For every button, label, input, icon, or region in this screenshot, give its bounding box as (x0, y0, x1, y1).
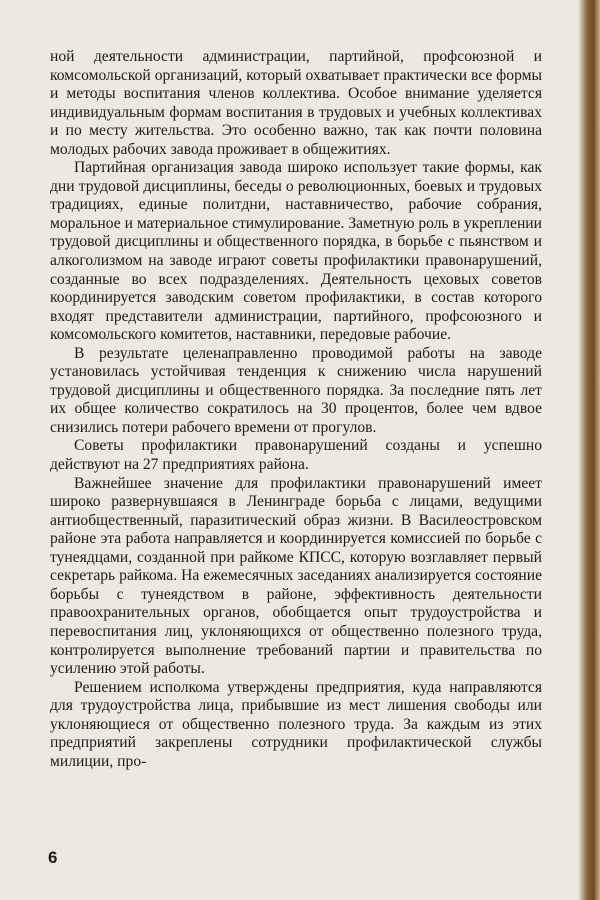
paragraph: Важнейшее значение для профилактики правонарушений имеет широко развернувшаяся в Ленинграде борьба с лицами, ведущими антиобщественный, паразитический образ жизни. В Василеостровском районе эта работа направляется и координируется комиссией по борьбе с тунеядцами, созданной при райкоме КПСС, которую возглавляет первый секретарь райкома. На ежемесячных заседаниях анализируется состояние борьбы с тунеядством в районе, эффективность деятельности правоохранительных органов, обобщается опыт трудоустройства и перевоспитания лиц, уклоняющихся от общественно полезного труда, контролируется выполнение требований партии и правительства по усилению этой работы. (50, 474, 542, 678)
paragraph: В результате целенаправленно проводимой работы на заводе установилась устойчивая тенденция к снижению числа нарушений трудовой дисциплины и общественного порядка. За последние пять лет их общее количество сократилось на 30 процентов, более чем вдвое снизились потери рабочего времени от прогулов. (50, 344, 542, 436)
body-text (50, 48, 542, 771)
paragraph: ной деятельности администрации, партийной, профсоюзной и комсомольской организаций, который охватывает практически все формы и методы воспитания членов коллектива. Особое внимание уделяется индивидуальным формам воспитания в трудовых и учебных коллективах и по месту жительства. Это особенно важно, так как почти половина молодых рабочих завода проживает в общежитиях. (50, 48, 542, 158)
book-spine-edge (578, 0, 600, 900)
paragraph: Решением исполкома утверждены предприятия, куда направляются для трудоустройства лица, прибывшие из мест лишения свободы или уклоняющиеся от общественно полезного труда. За каждым из этих предприятий закреплены сотрудники профилактической службы милиции, про- (50, 678, 542, 770)
page-number: 6 (48, 848, 58, 867)
paragraph: Партийная организация завода широко использует такие формы, как дни трудовой дисциплины, беседы о революционных, боевых и трудовых традициях, единые политдни, наставничество, рабочие собрания, моральное и материальное стимулирование. Заметную роль в укреплении трудовой дисциплины и общественного порядка, в борьбе с пьянством и алкоголизмом на заводе играют советы профилактики правонарушений, созданные во всех подразделениях. Деятельность цеховых советов координируется заводским советом профилактики, в состав которого входят представители администрации, партийного, профсоюзного и комсомольского комитетов, наставники, передовые рабочие. (50, 159, 542, 344)
paragraph: Советы профилактики правонарушений созданы и успешно действуют на 27 предприятиях района. (50, 437, 542, 474)
